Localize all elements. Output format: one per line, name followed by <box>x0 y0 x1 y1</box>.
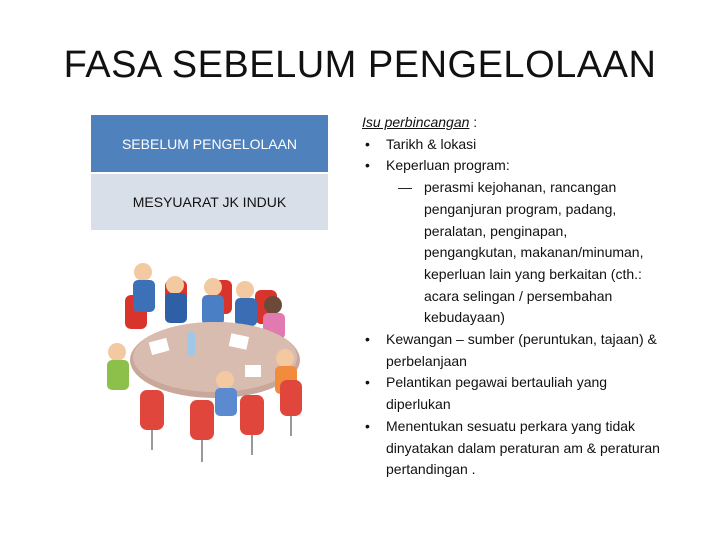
list-item-text: Keperluan program: <box>386 157 510 174</box>
heading-colon: : <box>469 114 478 130</box>
meeting-illustration <box>95 240 335 475</box>
list-item: • Keperluan program: <box>365 157 510 174</box>
list-item: • Menentukan sesuatu perkara yang tidak dinyatakan dalam peraturan am & peraturan pertandingan . <box>365 417 660 478</box>
sub-list-item: — perasmi kejohanan, rancangan penganjuran program, padang, peralatan, penginapan, pengangkutan, makanan/minuman, keperluan lain yang berkaitan (cth.: acara selingan / persembahan kebudayaan) <box>398 179 644 326</box>
discussion-heading <box>362 112 662 134</box>
meeting-box <box>91 174 328 230</box>
list-item-text: Menentukan sesuatu perkara yang tidak dinyatakan dalam peraturan am & peraturan pertandingan . <box>386 417 660 478</box>
phase-box <box>91 115 328 172</box>
slide-title: FASA SEBELUM PENGELOLAAN <box>63 44 657 86</box>
heading-text: Isu perbincangan <box>362 114 470 130</box>
list-item: • Kewangan – sumber (peruntukan, tajaan) & perbelanjaan <box>365 331 657 369</box>
list-item-text: Tarikh & lokasi <box>386 135 477 152</box>
list-item: • Tarikh & lokasi <box>365 135 477 152</box>
person-icon <box>215 371 237 416</box>
phase-box-label: SEBELUM PENGELOLAAN <box>121 135 298 152</box>
discussion-panel <box>362 112 662 481</box>
list-item-text: Kewangan – sumber (peruntukan, tajaan) & perbelanjaan <box>386 331 657 369</box>
meeting-box-label: MESYUARAT JK INDUK <box>132 194 287 210</box>
sub-item-text: perasmi kejohanan, rancangan penganjuran program, padang, peralatan, penginapan, pengangkutan, makanan/minuman, keperluan lain yang berkaitan (cth.: acara selingan / persembahan kebudayaan) <box>424 179 644 326</box>
list-item-text: Pelantikan pegawai bertauliah yang diperlukan <box>386 374 608 413</box>
list-item: • Pelantikan pegawai bertauliah yang diperlukan <box>365 374 608 413</box>
